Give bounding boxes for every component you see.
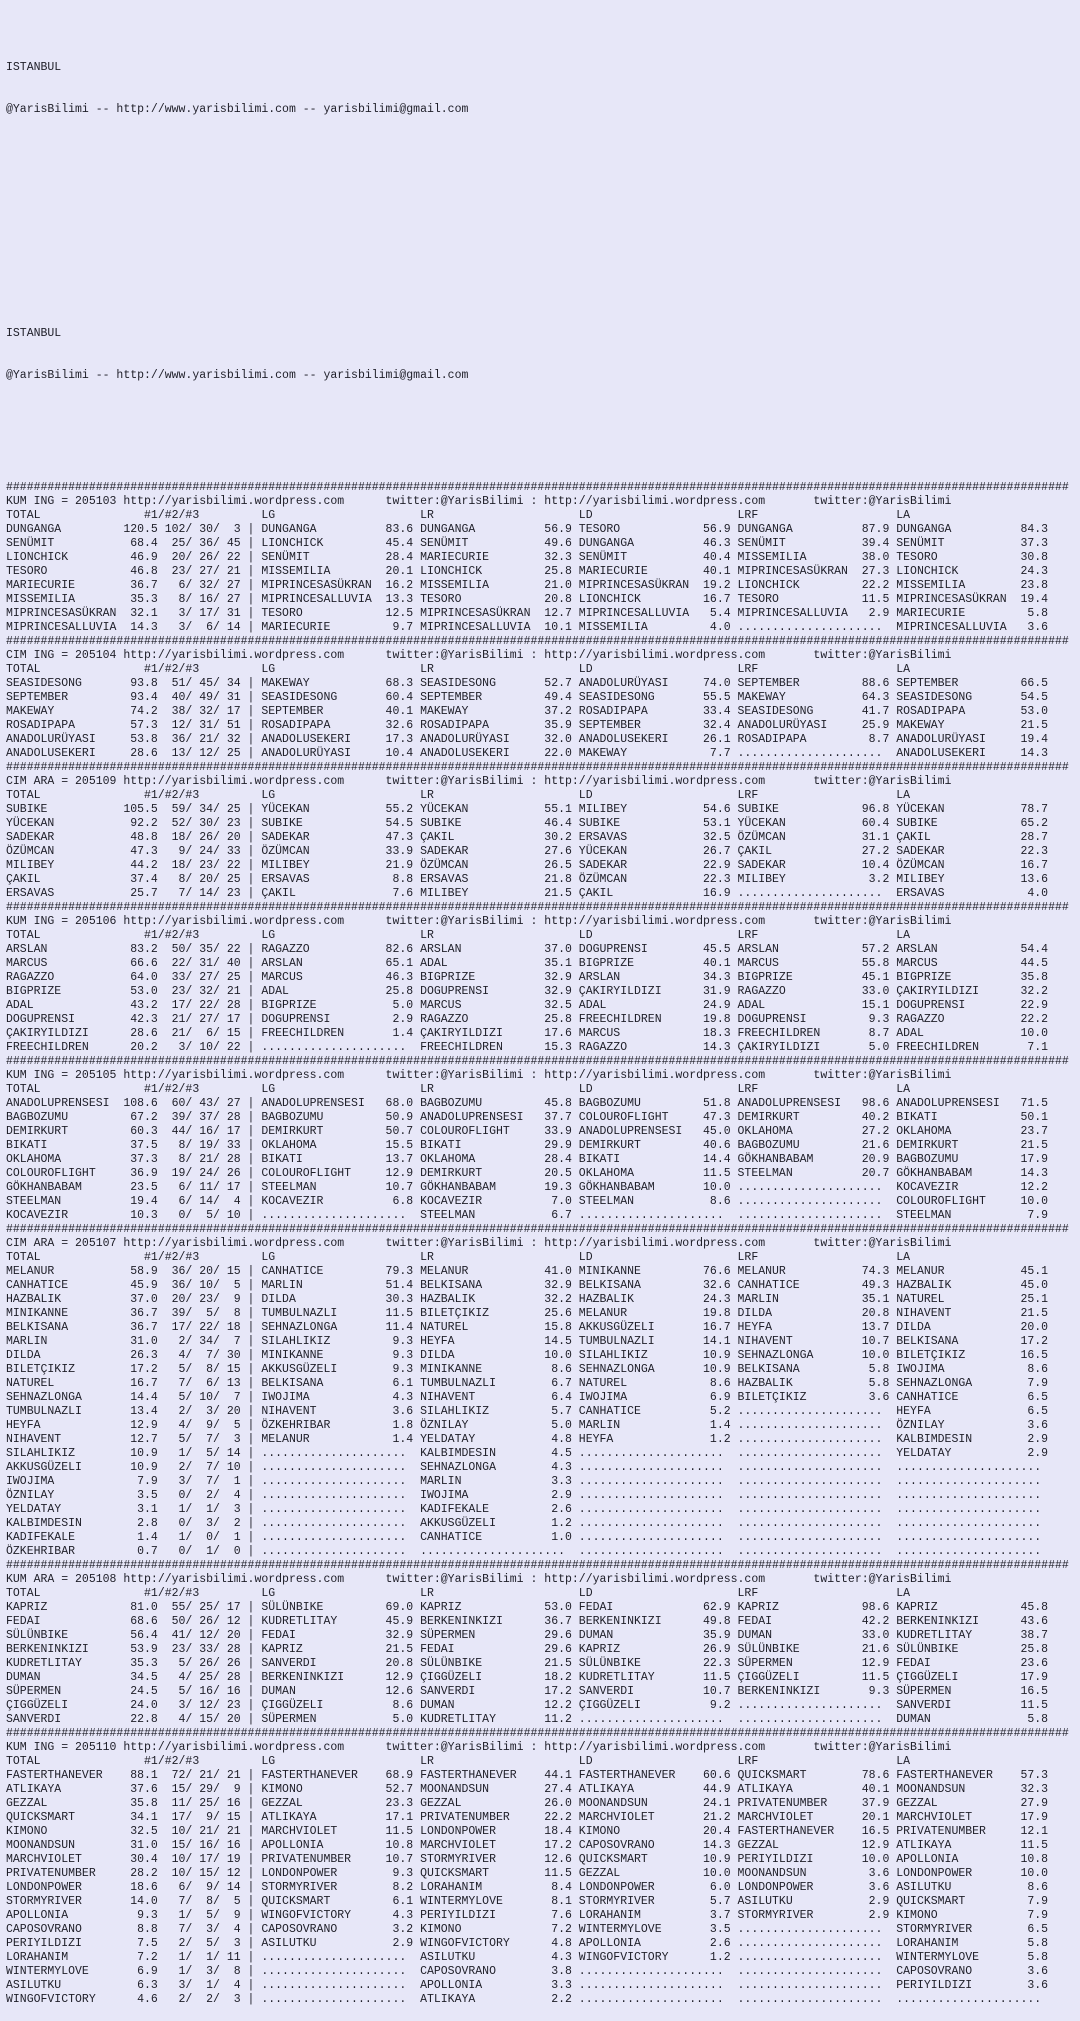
table-row: BERKENINKIZI 53.9 23/ 33/ 28 | KAPRIZ 21.5 FEDAI 29.6 KAPRIZ 26.9 SÜLÜNBIKE 21.6 SÜLÜNBIKE 25.8 — [6, 1643, 1055, 1656]
section-divider: ########################################################################################################################################################## — [6, 1055, 1069, 1068]
table-row: MIPRINCESASÜKRAN 32.1 3/ 17/ 31 | TESORO 12.5 MIPRINCESASÜKRAN 12.7 MIPRINCESALLUVIA 5.4 MIPRINCESALLUVIA 2.9 MARIECURIE 5.8 — [6, 607, 1055, 620]
table-row: ÖZÜMCAN 47.3 9/ 24/ 33 | ÖZÜMCAN 33.9 SADEKAR 27.6 YÜCEKAN 26.7 ÇAKIL 27.2 SADEKAR 22.3 — [6, 845, 1055, 858]
column-header-line: TOTAL #1/#2/#3 LG LR LD LRF LA — [6, 789, 911, 802]
table-row: SUBIKE 105.5 59/ 34/ 25 | YÜCEKAN 55.2 YÜCEKAN 55.1 MILIBEY 54.6 SUBIKE 96.8 YÜCEKAN 78.7 — [6, 803, 1055, 816]
table-row: MELANUR 58.9 36/ 20/ 15 | CANHATICE 79.3 MELANUR 41.0 MINIKANNE 76.6 MELANUR 74.3 MELANUR 45.1 — [6, 1265, 1055, 1278]
section-title: CIM ARA = 205107 http://yarisbilimi.wordpress.com twitter:@YarisBilimi : http://yarisbilimi.wordpress.com twitter:@YarisBilimi — [6, 1237, 952, 1250]
column-header-line: TOTAL #1/#2/#3 LG LR LD LRF LA — [6, 929, 911, 942]
column-header-line: TOTAL #1/#2/#3 LG LR LD LRF LA — [6, 1587, 911, 1600]
table-row: APOLLONIA 9.3 1/ 5/ 9 | WINGOFVICTORY 4.3 PERIYILDIZI 7.6 LORAHANIM 3.7 STORMYRIVER 2.9 KIMONO 7.9 — [6, 1909, 1055, 1922]
table-row: BELKISANA 36.7 17/ 22/ 18 | SEHNAZLONGA 11.4 NATUREL 15.8 AKKUSGÜZELI 16.7 HEYFA 13.7 DILDA 20.0 — [6, 1321, 1055, 1334]
table-row: COLOUROFLIGHT 36.9 19/ 24/ 26 | COLOUROFLIGHT 12.9 DEMIRKURT 20.5 OKLAHOMA 11.5 STEELMAN 20.7 GÖKHANBABAM 14.3 — [6, 1167, 1055, 1180]
table-row: KUDRETLITAY 35.3 5/ 26/ 26 | SANVERDI 20.8 SÜLÜNBIKE 21.5 SÜLÜNBIKE 22.3 SÜPERMEN 12.9 FEDAI 23.6 — [6, 1657, 1055, 1670]
table-row: SADEKAR 48.8 18/ 26/ 20 | SADEKAR 47.3 ÇAKIL 30.2 ERSAVAS 32.5 ÖZÜMCAN 31.1 ÇAKIL 28.7 — [6, 831, 1055, 844]
table-row: KAPRIZ 81.0 55/ 25/ 17 | SÜLÜNBIKE 69.0 KAPRIZ 53.0 FEDAI 62.9 KAPRIZ 98.6 KAPRIZ 45.8 — [6, 1601, 1055, 1614]
table-row: SÜLÜNBIKE 56.4 41/ 12/ 20 | FEDAI 32.9 SÜPERMEN 29.6 DUMAN 35.9 DUMAN 33.0 KUDRETLITAY 38.7 — [6, 1629, 1055, 1642]
table-row: MISSEMILIA 35.3 8/ 16/ 27 | MIPRINCESALLUVIA 13.3 TESORO 20.8 LIONCHICK 16.7 TESORO 11.5 MIPRINCESASÜKRAN 19.4 — [6, 593, 1055, 606]
table-row: BIGPRIZE 53.0 23/ 32/ 21 | ADAL 25.8 DOGUPRENSI 32.9 ÇAKIRYILDIZI 31.9 RAGAZZO 33.0 ÇAKIRYILDIZI 32.2 — [6, 985, 1055, 998]
table-row: FASTERTHANEVER 88.1 72/ 21/ 21 | FASTERTHANEVER 68.9 FASTERTHANEVER 44.1 FASTERTHANEVER 60.6 QUICKSMART 78.6 FASTERTHANEVER 57.3 — [6, 1769, 1055, 1782]
section-title: CIM ING = 205104 http://yarisbilimi.wordpress.com twitter:@YarisBilimi : http://yarisbilimi.wordpress.com twitter:@YarisBilimi — [6, 649, 952, 662]
table-row: SENÜMIT 68.4 25/ 36/ 45 | LIONCHICK 45.4 SENÜMIT 49.6 DUNGANGA 46.3 SENÜMIT 39.4 SENÜMIT 37.3 — [6, 537, 1055, 550]
section-title: KUM ING = 205106 http://yarisbilimi.wordpress.com twitter:@YarisBilimi : http://yarisbilimi.wordpress.com twitter:@YarisBilimi — [6, 915, 952, 928]
table-row: MARCUS 66.6 22/ 31/ 40 | ARSLAN 65.1 ADAL 35.1 BIGPRIZE 40.1 MARCUS 55.8 MARCUS 44.5 — [6, 957, 1055, 970]
table-row: ERSAVAS 25.7 7/ 14/ 23 | ÇAKIL 7.6 MILIBEY 21.5 ÇAKIL 16.9 ..................... ERSAVAS 4.0 — [6, 887, 1055, 900]
table-row: DUMAN 34.5 4/ 25/ 28 | BERKENINKIZI 12.9 ÇIGGÜZELI 18.2 KUDRETLITAY 11.5 ÇIGGÜZELI 11.5 ÇIGGÜZELI 17.9 — [6, 1671, 1055, 1684]
table-row: DOGUPRENSI 42.3 21/ 27/ 17 | DOGUPRENSI 2.9 RAGAZZO 25.8 FREECHILDREN 19.8 DOGUPRENSI 9.3 RAGAZZO 22.2 — [6, 1013, 1055, 1026]
table-row: MARIECURIE 36.7 6/ 32/ 27 | MIPRINCESASÜKRAN 16.2 MISSEMILIA 21.0 MIPRINCESASÜKRAN 19.2 LIONCHICK 22.2 MISSEMILIA 23.8 — [6, 579, 1055, 592]
contact-line: @YarisBilimi -- http://www.yarisbilimi.com -- yarisbilimi@gmail.com — [6, 369, 469, 382]
table-row: TUMBULNAZLI 13.4 2/ 3/ 20 | NIHAVENT 3.6 SILAHLIKIZ 5.7 CANHATICE 5.2 ..................... HEYFA 6.5 — [6, 1405, 1055, 1418]
table-row: MARCHVIOLET 30.4 10/ 17/ 19 | PRIVATENUMBER 10.7 STORMYRIVER 12.6 QUICKSMART 10.9 PERIYILDIZI 10.0 APOLLONIA 10.8 — [6, 1853, 1055, 1866]
table-row: HEYFA 12.9 4/ 9/ 5 | ÖZKEHRIBAR 1.8 ÖZNILAY 5.0 MARLIN 1.4 ..................... ÖZNILAY 3.6 — [6, 1419, 1055, 1432]
table-row: GEZZAL 35.8 11/ 25/ 16 | GEZZAL 23.3 GEZZAL 26.0 MOONANDSUN 24.1 PRIVATENUMBER 37.9 GEZZAL 27.9 — [6, 1797, 1055, 1810]
table-row: MINIKANNE 36.7 39/ 5/ 8 | TUMBULNAZLI 11.5 BILETÇIKIZ 25.6 MELANUR 19.8 DILDA 20.8 NIHAVENT 21.5 — [6, 1307, 1055, 1320]
table-row: FREECHILDREN 20.2 3/ 10/ 22 | ..................... FREECHILDREN 15.3 RAGAZZO 14.3 ÇAKIRYILDIZI 5.0 FREECHILDREN 7.1 — [6, 1041, 1055, 1054]
table-row: SANVERDI 22.8 4/ 15/ 20 | SÜPERMEN 5.0 KUDRETLITAY 11.2 ..................... ..................... DUMAN 5.8 — [6, 1713, 1055, 1726]
table-row: HAZBALIK 37.0 20/ 23/ 9 | DILDA 30.3 HAZBALIK 32.2 HAZBALIK 24.3 MARLIN 35.1 NATUREL 25.1 — [6, 1293, 1055, 1306]
table-row: LIONCHICK 46.9 20/ 26/ 22 | SENÜMIT 28.4 MARIECURIE 32.3 SENÜMIT 40.4 MISSEMILIA 38.0 TESORO 30.8 — [6, 551, 1055, 564]
section-divider: ########################################################################################################################################################## — [6, 1223, 1069, 1236]
table-row: KALBIMDESIN 2.8 0/ 3/ 2 | ..................... AKKUSGÜZELI 1.2 ..................... ..................... ..................... — [6, 1517, 1055, 1530]
table-row: SILAHLIKIZ 10.9 1/ 5/ 14 | ..................... KALBIMDESIN 4.5 ..................... ..................... YELDATAY 2.9 — [6, 1447, 1055, 1460]
table-row: MOONANDSUN 31.0 15/ 16/ 16 | APOLLONIA 10.8 MARCHVIOLET 17.2 CAPOSOVRANO 14.3 GEZZAL 12.9 ATLIKAYA 11.5 — [6, 1839, 1055, 1852]
section-title: KUM ARA = 205108 http://yarisbilimi.wordpress.com twitter:@YarisBilimi : http://yarisbilimi.wordpress.com twitter:@YarisBilimi — [6, 1573, 952, 1586]
table-row: LONDONPOWER 18.6 6/ 9/ 14 | STORMYRIVER 8.2 LORAHANIM 8.4 LONDONPOWER 6.0 LONDONPOWER 3.6 ASILUTKU 8.6 — [6, 1881, 1055, 1894]
table-row: STORMYRIVER 14.0 7/ 8/ 5 | QUICKSMART 6.1 WINTERMYLOVE 8.1 STORMYRIVER 5.7 ASILUTKU 2.9 QUICKSMART 7.9 — [6, 1895, 1055, 1908]
table-row: ÖZNILAY 3.5 0/ 2/ 4 | ..................... IWOJIMA 2.9 ..................... ..................... ..................... — [6, 1489, 1055, 1502]
table-row: ARSLAN 83.2 50/ 35/ 22 | RAGAZZO 82.6 ARSLAN 37.0 DOGUPRENSI 45.5 ARSLAN 57.2 ARSLAN 54.4 — [6, 943, 1055, 956]
table-row: DEMIRKURT 60.3 44/ 16/ 17 | DEMIRKURT 50.7 COLOUROFLIGHT 33.9 ANADOLUPRENSESI 45.0 OKLAHOMA 27.2 OKLAHOMA 23.7 — [6, 1125, 1055, 1138]
sections-container — [6, 481, 1080, 2007]
table-row: KIMONO 32.5 10/ 21/ 21 | MARCHVIOLET 11.5 LONDONPOWER 18.4 KIMONO 20.4 FASTERTHANEVER 16.5 PRIVATENUMBER 12.1 — [6, 1825, 1055, 1838]
table-row: TESORO 46.8 23/ 27/ 21 | MISSEMILIA 20.1 LIONCHICK 25.8 MARIECURIE 40.1 MIPRINCESASÜKRAN 27.3 LIONCHICK 24.3 — [6, 565, 1055, 578]
table-row: YELDATAY 3.1 1/ 1/ 3 | ..................... KADIFEKALE 2.6 ..................... ..................... ..................... — [6, 1503, 1055, 1516]
table-row: MIPRINCESALLUVIA 14.3 3/ 6/ 14 | MARIECURIE 9.7 MIPRINCESALLUVIA 10.1 MISSEMILIA 4.0 ..................... MIPRINCESALLUVIA 3.6 — [6, 621, 1055, 634]
table-row: DILDA 26.3 4/ 7/ 30 | MINIKANNE 9.3 DILDA 10.0 SILAHLIKIZ 10.9 SEHNAZLONGA 10.0 BILETÇIKIZ 16.5 — [6, 1349, 1055, 1362]
table-row: BILETÇIKIZ 17.2 5/ 8/ 15 | AKKUSGÜZELI 9.3 MINIKANNE 8.6 SEHNAZLONGA 10.9 BELKISANA 5.8 IWOJIMA 8.6 — [6, 1363, 1055, 1376]
table-row: KADIFEKALE 1.4 1/ 0/ 1 | ..................... CANHATICE 1.0 ..................... ..................... ..................... — [6, 1531, 1055, 1544]
table-row: KOCAVEZIR 10.3 0/ 5/ 10 | ..................... STEELMAN 6.7 ..................... ..................... STEELMAN 7.9 — [6, 1209, 1055, 1222]
table-row: SÜPERMEN 24.5 5/ 16/ 16 | DUMAN 12.6 SANVERDI 17.2 SANVERDI 10.7 BERKENINKIZI 9.3 SÜPERMEN 16.5 — [6, 1685, 1055, 1698]
city-title: ISTANBUL — [6, 327, 62, 340]
table-row: SEASIDESONG 93.8 51/ 45/ 34 | MAKEWAY 68.3 SEASIDESONG 52.7 ANADOLURÜYASI 74.0 SEPTEMBER 88.6 SEPTEMBER 66.5 — [6, 677, 1055, 690]
table-row: PRIVATENUMBER 28.2 10/ 15/ 12 | LONDONPOWER 9.3 QUICKSMART 11.5 GEZZAL 10.0 MOONANDSUN 3.6 LONDONPOWER 10.0 — [6, 1867, 1055, 1880]
column-header-line: TOTAL #1/#2/#3 LG LR LD LRF LA — [6, 1251, 911, 1264]
section-divider: ########################################################################################################################################################## — [6, 1727, 1069, 1740]
section-title: CIM ARA = 205109 http://yarisbilimi.wordpress.com twitter:@YarisBilimi : http://yarisbilimi.wordpress.com twitter:@YarisBilimi — [6, 775, 952, 788]
table-row: PERIYILDIZI 7.5 2/ 5/ 3 | ASILUTKU 2.9 WINGOFVICTORY 4.8 APOLLONIA 2.6 ..................... LORAHANIM 5.8 — [6, 1937, 1055, 1950]
section-divider: ########################################################################################################################################################## — [6, 635, 1069, 648]
table-row: AKKUSGÜZELI 10.9 2/ 7/ 10 | ..................... SEHNAZLONGA 4.3 ..................... ..................... ..................... — [6, 1461, 1055, 1474]
table-row: CANHATICE 45.9 36/ 10/ 5 | MARLIN 51.4 BELKISANA 32.9 BELKISANA 32.6 CANHATICE 49.3 HAZBALIK 45.0 — [6, 1279, 1055, 1292]
table-row: ANADOLUSEKERI 28.6 13/ 12/ 25 | ANADOLURÜYASI 10.4 ANADOLUSEKERI 22.0 MAKEWAY 7.7 ..................... ANADOLUSEKERI 14.3 — [6, 747, 1055, 760]
section-title: KUM ING = 205103 http://yarisbilimi.wordpress.com twitter:@YarisBilimi : http://yarisbilimi.wordpress.com twitter:@YarisBilimi — [6, 495, 952, 508]
section-divider: ########################################################################################################################################################## — [6, 481, 1069, 494]
table-row: ÖZKEHRIBAR 0.7 0/ 1/ 0 | ..................... ..................... ..................... ..................... ..................... — [6, 1545, 1055, 1558]
section-divider: ########################################################################################################################################################## — [6, 1559, 1069, 1572]
table-row: SEHNAZLONGA 14.4 5/ 10/ 7 | IWOJIMA 4.3 NIHAVENT 6.4 IWOJIMA 6.9 BILETÇIKIZ 3.6 CANHATICE 6.5 — [6, 1391, 1055, 1404]
table-row: ATLIKAYA 37.6 15/ 29/ 9 | KIMONO 52.7 MOONANDSUN 27.4 ATLIKAYA 44.9 ATLIKAYA 40.1 MOONANDSUN 32.3 — [6, 1783, 1055, 1796]
column-header-line: TOTAL #1/#2/#3 LG LR LD LRF LA — [6, 663, 911, 676]
table-row: BAGBOZUMU 67.2 39/ 37/ 28 | BAGBOZUMU 50.9 ANADOLUPRENSESI 37.7 COLOUROFLIGHT 47.3 DEMIRKURT 40.2 BIKATI 50.1 — [6, 1111, 1055, 1124]
table-row: FEDAI 68.6 50/ 26/ 12 | KUDRETLITAY 45.9 BERKENINKIZI 36.7 BERKENINKIZI 49.8 FEDAI 42.2 BERKENINKIZI 43.6 — [6, 1615, 1055, 1628]
table-row: ROSADIPAPA 57.3 12/ 31/ 51 | ROSADIPAPA 32.6 ROSADIPAPA 35.9 SEPTEMBER 32.4 ANADOLURÜYASI 25.9 MAKEWAY 21.5 — [6, 719, 1055, 732]
header-block-repeat — [6, 299, 1080, 453]
blank-line — [6, 187, 1080, 201]
column-header-line: TOTAL #1/#2/#3 LG LR LD LRF LA — [6, 1083, 911, 1096]
table-row: MAKEWAY 74.2 38/ 32/ 17 | SEPTEMBER 40.1 MAKEWAY 37.2 ROSADIPAPA 33.4 SEASIDESONG 41.7 ROSADIPAPA 53.0 — [6, 705, 1055, 718]
section-divider: ########################################################################################################################################################## — [6, 901, 1069, 914]
blank-line — [6, 411, 1080, 425]
table-row: WINGOFVICTORY 4.6 2/ 2/ 3 | ..................... ATLIKAYA 2.2 ..................... ..................... ..................... — [6, 1993, 1055, 2006]
table-row: QUICKSMART 34.1 17/ 9/ 15 | ATLIKAYA 17.1 PRIVATENUMBER 22.2 MARCHVIOLET 21.2 MARCHVIOLET 20.1 MARCHVIOLET 17.9 — [6, 1811, 1055, 1824]
blank-line — [6, 229, 1080, 243]
table-row: ANADOLUPRENSESI 108.6 60/ 43/ 27 | ANADOLUPRENSESI 68.0 BAGBOZUMU 45.8 BAGBOZUMU 51.8 ANADOLUPRENSESI 98.6 ANADOLUPRENSESI 71.5 — [6, 1097, 1055, 1110]
contact-line: @YarisBilimi -- http://www.yarisbilimi.com -- yarisbilimi@gmail.com — [6, 103, 469, 116]
section-title: KUM ING = 205110 http://yarisbilimi.wordpress.com twitter:@YarisBilimi : http://yarisbilimi.wordpress.com twitter:@YarisBilimi — [6, 1741, 952, 1754]
table-row: OKLAHOMA 37.3 8/ 21/ 28 | BIKATI 13.7 OKLAHOMA 28.4 BIKATI 14.4 GÖKHANBABAM 20.9 BAGBOZUMU 17.9 — [6, 1153, 1055, 1166]
table-row: ANADOLURÜYASI 53.8 36/ 21/ 32 | ANADOLUSEKERI 17.3 ANADOLURÜYASI 32.0 ANADOLUSEKERI 26.1 ROSADIPAPA 8.7 ANADOLURÜYASI 19.4 — [6, 733, 1055, 746]
column-header-line: TOTAL #1/#2/#3 LG LR LD LRF LA — [6, 1755, 911, 1768]
table-row: CAPOSOVRANO 8.8 7/ 3/ 4 | CAPOSOVRANO 3.2 KIMONO 7.2 WINTERMYLOVE 3.5 ..................... STORMYRIVER 6.5 — [6, 1923, 1055, 1936]
section-title: KUM ING = 205105 http://yarisbilimi.wordpress.com twitter:@YarisBilimi : http://yarisbilimi.wordpress.com twitter:@YarisBilimi — [6, 1069, 952, 1082]
city-title: ISTANBUL — [6, 61, 62, 74]
table-row: MARLIN 31.0 2/ 34/ 7 | SILAHLIKIZ 9.3 HEYFA 14.5 TUMBULNAZLI 14.1 NIHAVENT 10.7 BELKISANA 17.2 — [6, 1335, 1055, 1348]
table-row: ÇIGGÜZELI 24.0 3/ 12/ 23 | ÇIGGÜZELI 8.6 DUMAN 12.2 ÇIGGÜZELI 9.2 ..................... SANVERDI 11.5 — [6, 1699, 1055, 1712]
table-row: ÇAKIL 37.4 8/ 20/ 25 | ERSAVAS 8.8 ERSAVAS 21.8 ÖZÜMCAN 22.3 MILIBEY 3.2 MILIBEY 13.6 — [6, 873, 1055, 886]
table-row: ADAL 43.2 17/ 22/ 28 | BIGPRIZE 5.0 MARCUS 32.5 ADAL 24.9 ADAL 15.1 DOGUPRENSI 22.9 — [6, 999, 1055, 1012]
column-header-line: TOTAL #1/#2/#3 LG LR LD LRF LA — [6, 509, 911, 522]
table-row: SEPTEMBER 93.4 40/ 49/ 31 | SEASIDESONG 60.4 SEPTEMBER 49.4 SEASIDESONG 55.5 MAKEWAY 64.3 SEASIDESONG 54.5 — [6, 691, 1055, 704]
table-row: ÇAKIRYILDIZI 28.6 21/ 6/ 15 | FREECHILDREN 1.4 ÇAKIRYILDIZI 17.6 MARCUS 18.3 FREECHILDREN 8.7 ADAL 10.0 — [6, 1027, 1055, 1040]
table-row: NIHAVENT 12.7 5/ 7/ 3 | MELANUR 1.4 YELDATAY 4.8 HEYFA 1.2 ..................... KALBIMDESIN 2.9 — [6, 1433, 1055, 1446]
section-divider: ########################################################################################################################################################## — [6, 761, 1069, 774]
table-row: GÖKHANBABAM 23.5 6/ 11/ 17 | STEELMAN 10.7 GÖKHANBABAM 19.3 GÖKHANBABAM 10.0 ..................... KOCAVEZIR 12.2 — [6, 1181, 1055, 1194]
table-row: BIKATI 37.5 8/ 19/ 33 | OKLAHOMA 15.5 BIKATI 29.9 DEMIRKURT 40.6 BAGBOZUMU 21.6 DEMIRKURT 21.5 — [6, 1139, 1055, 1152]
table-row: DUNGANGA 120.5 102/ 30/ 3 | DUNGANGA 83.6 DUNGANGA 56.9 TESORO 56.9 DUNGANGA 87.9 DUNGANGA 84.3 — [6, 523, 1055, 536]
table-row: MILIBEY 44.2 18/ 23/ 22 | MILIBEY 21.9 ÖZÜMCAN 26.5 SADEKAR 22.9 SADEKAR 10.4 ÖZÜMCAN 16.7 — [6, 859, 1055, 872]
table-row: IWOJIMA 7.9 3/ 7/ 1 | ..................... MARLIN 3.3 ..................... ..................... ..................... — [6, 1475, 1055, 1488]
table-row: WINTERMYLOVE 6.9 1/ 3/ 8 | ..................... CAPOSOVRANO 3.8 ..................... ..................... CAPOSOVRANO 3.6 — [6, 1965, 1055, 1978]
blank-line — [6, 145, 1080, 159]
table-row: NATUREL 16.7 7/ 6/ 13 | BELKISANA 6.1 TUMBULNAZLI 6.7 NATUREL 8.6 HAZBALIK 5.8 SEHNAZLONGA 7.9 — [6, 1377, 1055, 1390]
table-row: ASILUTKU 6.3 3/ 1/ 4 | ..................... APOLLONIA 3.3 ..................... ..................... PERIYILDIZI 3.6 — [6, 1979, 1055, 1992]
table-row: RAGAZZO 64.0 33/ 27/ 25 | MARCUS 46.3 BIGPRIZE 32.9 ARSLAN 34.3 BIGPRIZE 45.1 BIGPRIZE 35.8 — [6, 971, 1055, 984]
table-row: YÜCEKAN 92.2 52/ 30/ 23 | SUBIKE 54.5 SUBIKE 46.4 SUBIKE 53.1 YÜCEKAN 60.4 SUBIKE 65.2 — [6, 817, 1055, 830]
table-row: LORAHANIM 7.2 1/ 1/ 11 | ..................... ASILUTKU 4.3 WINGOFVICTORY 1.2 ..................... WINTERMYLOVE 5.8 — [6, 1951, 1055, 1964]
header-block-top — [6, 33, 1080, 271]
table-row: STEELMAN 19.4 6/ 14/ 4 | KOCAVEZIR 6.8 KOCAVEZIR 7.0 STEELMAN 8.6 ..................... COLOUROFLIGHT 10.0 — [6, 1195, 1055, 1208]
